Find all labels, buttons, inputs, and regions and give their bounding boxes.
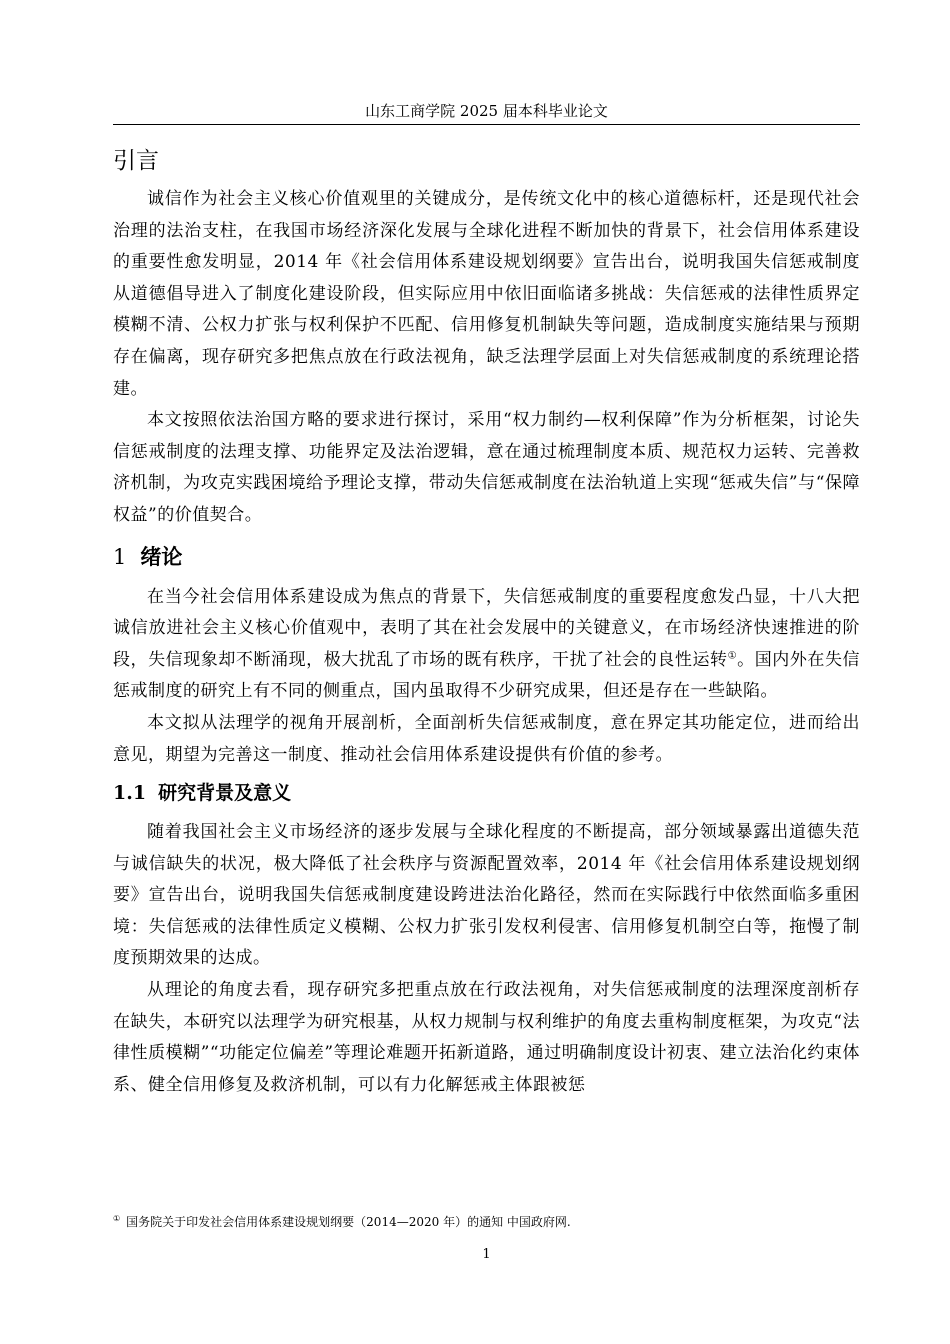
intro-heading: 引言 bbox=[113, 148, 159, 174]
footnote-reference[interactable]: ① bbox=[727, 650, 738, 662]
page-number: 1 bbox=[482, 1247, 491, 1262]
section-1-1-paragraph-2: 从理论的角度去看，现存研究多把重点放在行政法视角，对失信惩戒制度的法理深度剖析存在缺失，本研究以法理学为研究根基，从权力规制与权利维护的角度去重构制度框架，为攻克“法律性质模糊”“功能定位偏差”等理论难题开拓新道路，通过明确制度设计初衷、建立法治化约束体系、健全信用修复及救济机制，可以有力化解惩戒主体跟被惩 bbox=[113, 980, 860, 1095]
chapter-number: 1 bbox=[113, 544, 127, 569]
chapter-1-heading bbox=[113, 536, 860, 578]
intro-paragraph-1: 诚信作为社会主义核心价值观里的关键成分，是传统文化中的核心道德标杆，还是现代社会治理的法治支柱，在我国市场经济深化发展与全球化进程不断加快的背景下，社会信用体系建设的重要性愈发明显，2014 年《社会信用体系建设规划纲要》宣告出台，说明我国失信惩戒制度从道德倡导进入了制度化建设阶段，但实际应用中依旧面临诸多挑战：失信惩戒的法律性质界定模糊不清、公权力扩张与权利保护不匹配、信用修复机制缺失等问题，造成制度实施结果与预期存在偏离，现存研究多把焦点放在行政法视角，缺乏法理学层面上对失信惩戒制度的系统理论搭建。 bbox=[113, 189, 860, 399]
footnote bbox=[113, 1213, 860, 1231]
chapter-1-paragraph-2: 本文拟从法理学的视角开展剖析，全面剖析失信惩戒制度，意在界定其功能定位，进而给出意见，期望为完善这一制度、推动社会信用体系建设提供有价值的参考。 bbox=[113, 712, 860, 765]
chapter-1-paragraph-1 bbox=[113, 582, 860, 708]
footnote-text: 国务院关于印发社会信用体系建设规划纲要（2014—2020 年）的通知 中国政府网. bbox=[126, 1215, 571, 1229]
footnote-marker: ① bbox=[113, 1214, 121, 1223]
body-text bbox=[113, 140, 860, 1101]
section-number: 1.1 bbox=[113, 782, 147, 805]
section-1-1-paragraph-1: 随着我国社会主义市场经济的逐步发展与全球化程度的不断提高，部分领域暴露出道德失范与诚信缺失的状况，极大降低了社会秩序与资源配置效率，2014 年《社会信用体系建设规划纲要》宣告出台，说明我国失信惩戒制度建设跨进法治化路径，然而在实际践行中依然面临多重困境：失信惩戒的法律性质定义模糊、公权力扩张引发权利侵害、信用修复机制空白等，拖慢了制度预期效果的达成。 bbox=[113, 822, 860, 969]
chapter-title: 绪论 bbox=[140, 544, 183, 569]
section-title: 研究背景及意义 bbox=[158, 782, 292, 805]
intro-paragraph-2: 本文按照依法治国方略的要求进行探讨，采用“权力制约—权利保障”作为分析框架，讨论失信惩戒制度的法理支撑、功能界定及法治逻辑，意在通过梳理制度本质、规范权力运转、完善救济机制，为攻克实践困境给予理论支撑，带动失信惩戒制度在法治轨道上实现“惩戒失信”与“保障权益”的价值契合。 bbox=[113, 410, 860, 525]
header-rule bbox=[113, 124, 860, 125]
section-1-1-heading bbox=[113, 773, 860, 813]
chapter-1-paragraph-1-tail: 。国内外在失信惩戒制度的研究上有不同的侧重点，国内虽取得不少研究成果，但还是存在一些缺陷。 bbox=[113, 649, 861, 702]
chapter-1-paragraph-1-main: 在当今社会信用体系建设成为焦点的背景下，失信惩戒制度的重要程度愈发凸显，十八大把诚信放进社会主义核心价值观中，表明了其在社会发展中的关键意义，在市场经济快速推进的阶段，失信现象却不断涌现，极大扰乱了市场的既有秩序，干扰了社会的良性运转 bbox=[113, 586, 860, 670]
running-header: 山东工商学院 2025 届本科毕业论文 bbox=[365, 102, 608, 120]
